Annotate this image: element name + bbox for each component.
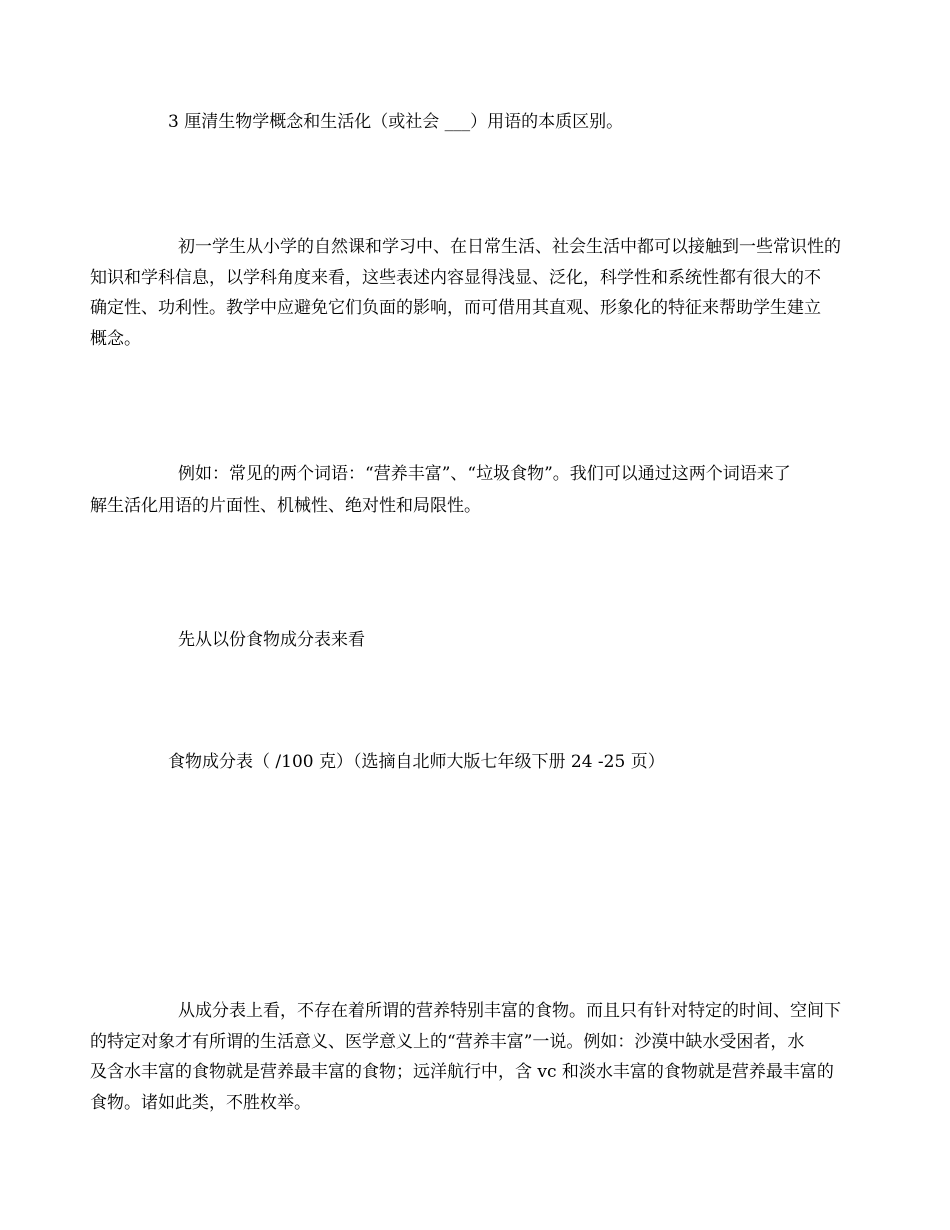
paragraph-line: 例如：常见的两个词语：“营养丰富”、“垃圾食物”。我们可以通过这两个词语来了 <box>178 464 791 484</box>
paragraph-line: 确定性、功利性。教学中应避免它们负面的影响，而可借用其直观、形象化的特征来帮助学生建立 <box>90 298 821 318</box>
paragraph-intro-table: 先从以份食物成分表来看 <box>178 630 365 650</box>
paragraph-line: 知识和学科信息，以学科角度来看，这些表述内容显得浅显、泛化，科学性和系统性都有很大的不 <box>90 267 821 288</box>
section-heading: 3 厘清生物学概念和生活化（或社会 ___）用语的本质区别。 <box>168 112 624 132</box>
paragraph-students-prior-knowledge <box>90 232 900 354</box>
paragraph-line: 解生活化用语的片面性、机械性、绝对性和局限性。 <box>90 496 481 516</box>
paragraph-line: 的特定对象才有所谓的生活意义、医学意义上的“营养丰富”一说。例如：沙漠中缺水受困者，水 <box>90 1031 805 1052</box>
paragraph-line: 概念。 <box>90 328 141 349</box>
table-caption: 食物成分表（ /100 克）（选摘自北师大版七年级下册 24 -25 页） <box>168 752 665 772</box>
paragraph-line: 从成分表上看，不存在着所谓的营养特别丰富的食物。而且只有针对特定的时间、空间下 <box>178 1001 841 1021</box>
paragraph-example-terms <box>90 458 900 522</box>
paragraph-line: 食物。诸如此类，不胜枚举。 <box>90 1092 311 1113</box>
paragraph-line: 初一学生从小学的自然课和学习中、在日常生活、社会生活中都可以接触到一些常识性的 <box>178 237 841 257</box>
paragraph-line: 及含水丰富的食物就是营养最丰富的食物；远洋航行中，含 vc 和淡水丰富的食物就是营养最丰富的 <box>90 1062 834 1082</box>
paragraph-conclusion <box>90 996 900 1118</box>
